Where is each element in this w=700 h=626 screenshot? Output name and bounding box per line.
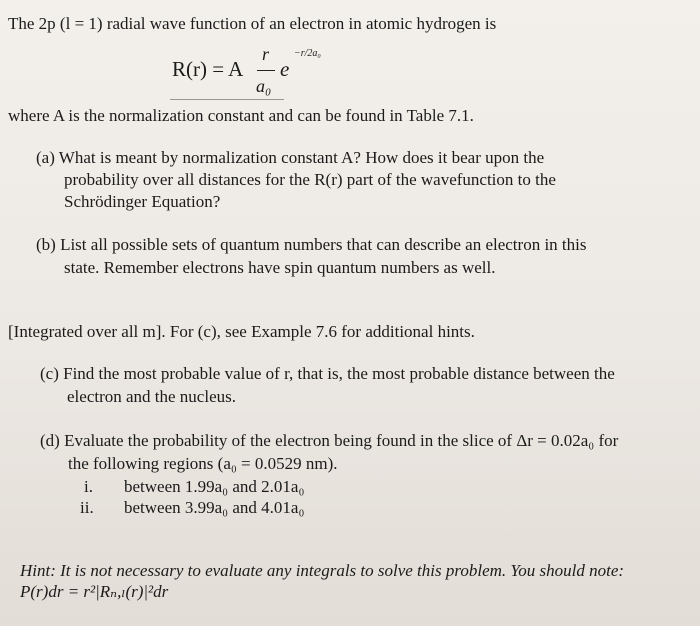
part-d-item-number: i.	[84, 477, 93, 496]
fraction-bar	[257, 70, 275, 71]
equation-exp-base: e	[280, 57, 290, 81]
part-d-line: (d) Evaluate the probability of the electron being found in the slice of Δr = 0.02a₀ for	[40, 431, 619, 450]
part-d-line: the following regions (a₀ = 0.0529 nm).	[68, 454, 338, 473]
hint-line: Hint: It is not necessary to evaluate any integrals to solve this problem. You should note:	[20, 561, 625, 580]
equation-exponent: −r/2a₀	[294, 48, 321, 59]
intro-line-2: where A is the normalization constant and can be found in Table 7.1.	[8, 106, 474, 125]
part-a-line: (a) What is meant by normalization constant A? How does it bear upon the	[36, 148, 545, 167]
part-d-item-text: between 1.99a₀ and 2.01a₀	[124, 477, 305, 496]
part-c-line: (c) Find the most probable value of r, that is, the most probable distance between the	[40, 364, 615, 383]
part-a-line: Schrödinger Equation?	[64, 192, 221, 211]
equation-denominator: a₀	[256, 76, 272, 96]
part-c-line: electron and the nucleus.	[67, 387, 236, 406]
intro-line: The 2p (l = 1) radial wave function of an electron in atomic hydrogen is	[8, 14, 497, 33]
part-b-line: (b) List all possible sets of quantum numbers that can describe an electron in this	[36, 235, 587, 254]
equation-lhs: R(r) = A	[172, 57, 244, 81]
part-d-item-number: ii.	[80, 498, 94, 517]
integration-note: [Integrated over all m]. For (c), see Example 7.6 for additional hints.	[8, 322, 475, 341]
part-d-item-text: between 3.99a₀ and 4.01a₀	[124, 498, 305, 517]
equation-rule	[170, 99, 284, 100]
hint-formula: P(r)dr = r²|Rₙ,ₗ(r)|²dr	[20, 582, 169, 601]
part-b-line: state. Remember electrons have spin quantum numbers as well.	[64, 258, 496, 277]
part-a-line: probability over all distances for the R(r) part of the wavefunction to the	[64, 170, 556, 189]
equation-numerator: r	[262, 44, 270, 64]
